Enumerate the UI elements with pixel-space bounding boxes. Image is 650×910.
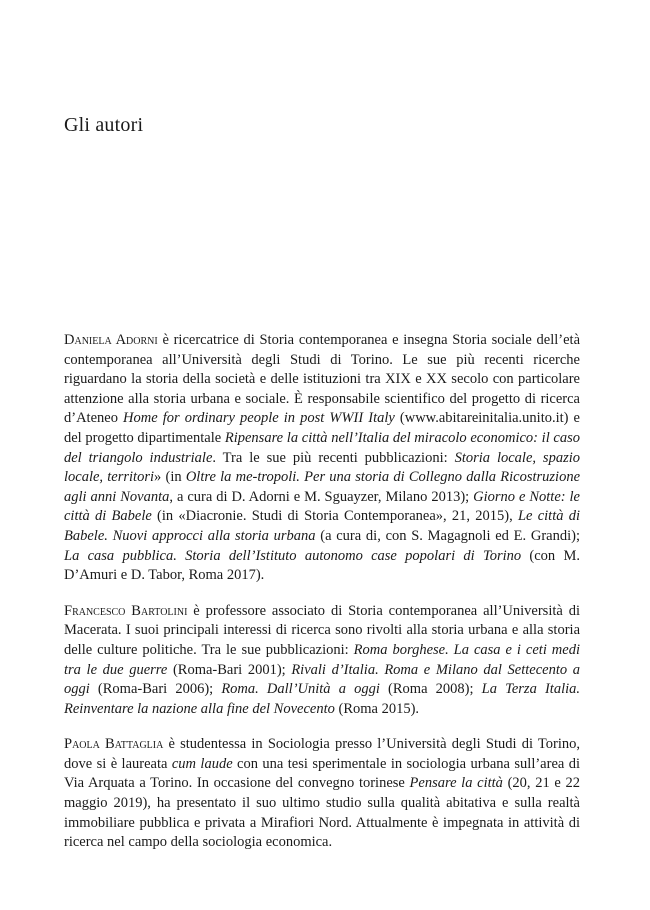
author-bio: [64, 331, 580, 586]
bio-text: è studentessa in Sociologia presso l’Università degli Studi di Torino, dove si è laureata: [64, 736, 580, 772]
bio-text: » (in: [154, 469, 186, 486]
bio-text: . Tra le sue più recenti pubblicazioni:: [212, 449, 455, 466]
bio-text: è professore associato di Storia contemporanea all’Università di Macerata. I suoi principali interessi di ricerca sono rivolti alla storia urbana e alla storia delle culture politiche. Tra le sue pubblicazioni:: [64, 602, 580, 658]
bio-text: (www.abitareinitalia.unito.it) e del progetto dipartimentale: [64, 410, 580, 446]
bio-italic-text: Home for ordinary people in post WWII Italy: [123, 410, 395, 427]
author-bio: [64, 735, 580, 853]
author-bio: [64, 602, 580, 720]
author-name: Daniela Adorni: [64, 332, 158, 348]
page-title: Gli autori: [64, 114, 144, 136]
bio-italic-text: La casa pubblica. Storia dell’Istituto autonomo case popolari di Torino: [64, 547, 522, 564]
bio-italic-text: La Terza Italia. Reinventare la nazione alla fine del Novecento: [64, 681, 581, 717]
bio-text: (Roma 2008);: [379, 681, 482, 698]
bio-italic-text: cum laude: [171, 755, 233, 772]
bio-text: (20, 21 e 22 maggio 2019), ha presentato il suo ultimo studio sulla qualità abitativa e sulla realtà immobiliare pubblica e privata a Mirafiori Nord. Attualmente è impegnata in attività di ricerca nel campo della sociologia economica.: [64, 775, 581, 851]
author-name: Paola Battaglia: [64, 736, 164, 753]
bio-italic-text: Oltre la me-tropoli. Per una storia di Collegno dalla Ricostruzione agli anni Novanta: [64, 469, 581, 505]
bio-italic-text: Ripensare la città nell’Italia del miracolo economico: il caso del triangolo industriale: [64, 429, 581, 466]
bio-text: (a cura di, con S. Magagnoli ed E. Grandi);: [315, 527, 580, 544]
bio-italic-text: Roma. Dall’Unità a oggi: [221, 681, 380, 698]
author-name: Francesco Bartolini: [64, 602, 188, 619]
bio-text: è ricercatrice di Storia contemporanea e insegna Storia sociale dell’età contemporanea all’Università degli Studi di Torino. Le sue più recenti ricerche riguardano la storia della società e delle istituzioni tra XIX e XX secolo con particolare attenzione alla storia urbana e sociale. È responsabile scientifico del progetto di ricerca d’Ateneo: [64, 332, 581, 427]
bio-text: (Roma-Bari 2006);: [89, 681, 222, 698]
bio-italic-text: Rivali d’Italia. Roma e Milano dal Settecento a oggi: [64, 661, 580, 698]
bio-text: (Roma 2015).: [334, 700, 420, 717]
bio-text: (con M. D’Amuri e D. Tabor, Roma 2017).: [64, 547, 580, 584]
bio-italic-text: Le città di Babele. Nuovi approcci alla storia urbana: [64, 508, 581, 544]
bio-italic-text: Giorno e Notte: le città di Babele: [64, 488, 580, 525]
bio-text: (Roma-Bari 2001);: [167, 661, 292, 678]
bio-italic-text: Roma borghese. La casa e i ceti medi tra le due guerre: [64, 641, 580, 678]
bio-italic-text: Storia locale, spazio locale, territori: [64, 449, 580, 486]
bio-text: (in «Diacronie. Studi di Storia Contemporanea», 21, 2015),: [151, 508, 518, 525]
bio-italic-text: Pensare la città: [409, 775, 503, 792]
bio-text: , a cura di D. Adorni e M. Sguayzer, Milano 2013);: [169, 488, 474, 505]
bio-text: con una tesi sperimentale in sociologia urbana sull’area di Via Arquata a Torino. In occasione del convegno torinese: [64, 755, 581, 792]
author-bios: [64, 331, 580, 869]
